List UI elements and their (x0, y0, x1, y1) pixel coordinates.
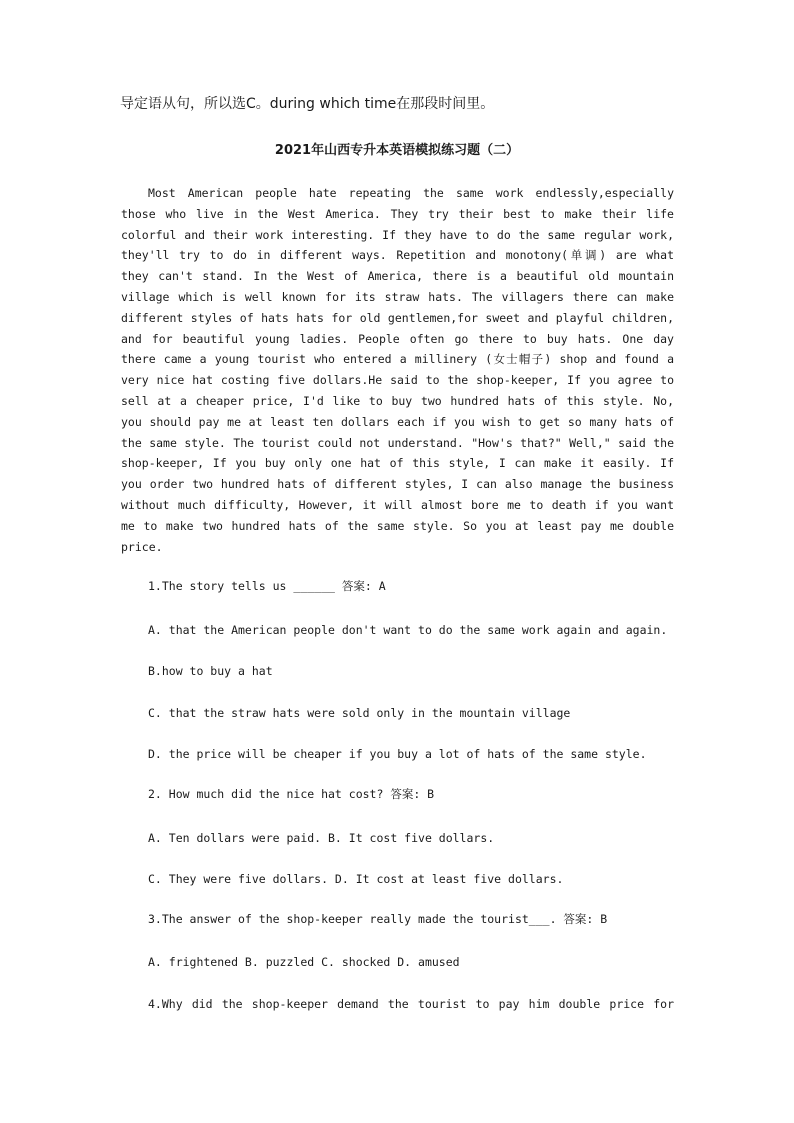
question-1-option-c: C. that the straw hats were sold only in the mountain village (148, 706, 571, 720)
passage-line: those who live in the West America. They try their best to make their life (121, 206, 674, 221)
question-1-option-d: D. the price will be cheaper if you buy a lot of hats of the same style. (148, 747, 647, 761)
question-2-options-ab: A. Ten dollars were paid. B. It cost five dollars. (148, 831, 495, 845)
passage-line: without much difficulty, However, it will almost bore me to death if you want (121, 497, 674, 512)
passage-line: you order two hundred hats of different styles, I can also manage the business (121, 477, 674, 492)
passage-line: price. (121, 539, 163, 554)
passage-line: very nice hat costing five dollars.He said to the shop-keeper, If you agree to (121, 373, 674, 388)
question-2: 2. How much did the nice hat cost? 答案: B (148, 787, 435, 801)
question-3-options: A. frightened B. puzzled C. shocked D. amused (148, 955, 460, 969)
question-4: 4.Why did the shop-keeper demand the tourist to pay him double price for (148, 997, 674, 1011)
passage-line: and for beautiful young ladies. People often go there to buy hats. One day (121, 331, 674, 346)
question-3: 3.The answer of the shop-keeper really made the tourist___. 答案: B (148, 912, 608, 926)
passage-line: Most American people hate repeating the same work endlessly,especially (148, 186, 674, 200)
reading-passage (121, 183, 674, 557)
passage-line: there came a young tourist who entered a millinery (女士帽子) shop and found a (121, 352, 674, 367)
question-1: 1.The story tells us ______ 答案: A (148, 579, 386, 593)
passage-line: village which is well known for its straw hats. The villagers there can make (121, 289, 674, 304)
question-2-options-cd: C. They were five dollars. D. It cost at least five dollars. (148, 872, 564, 886)
intro-line: 导定语从句，所以选C。during which time在那段时间里。 (120, 96, 495, 112)
passage-line: colorful and their work interesting. If they have to do the same regular work, (121, 227, 674, 242)
passage-line: you should pay me at least ten dollars each if you wish to get so many hats of (121, 414, 674, 429)
question-1-option-b: B.how to buy a hat (148, 664, 273, 678)
question-1-option-a: A. that the American people don't want to do the same work again and again. (148, 623, 668, 637)
passage-line: the same style. The tourist could not understand. "How's that?" Well," said the (121, 435, 674, 450)
passage-line: shop-keeper, If you buy only one hat of this style, I can make it easily. If (121, 456, 674, 471)
passage-line: sell at a cheaper price, I'd like to buy two hundred hats of this style. No, (121, 393, 674, 408)
passage-line: different styles of hats hats for old gentlemen,for sweet and playful children, (121, 310, 674, 325)
passage-line: me to make two hundred hats of the same style. So you at least pay me double (121, 518, 674, 533)
page-title: 2021年山西专升本英语模拟练习题（二） (274, 143, 520, 158)
passage-line: they'll try to do in different ways. Repetition and monotony(单调) are what (121, 248, 674, 263)
passage-line: they can't stand. In the West of America, there is a beautiful old mountain (121, 269, 674, 284)
